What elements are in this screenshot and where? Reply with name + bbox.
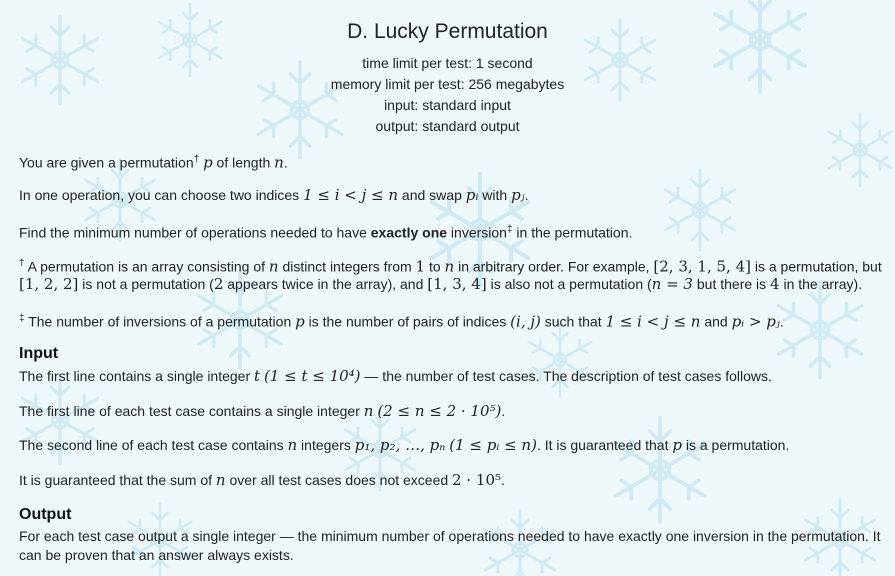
text: integers xyxy=(297,437,355,453)
time-limit: time limit per test: 1 second xyxy=(362,55,533,71)
math-var: pᵢ xyxy=(465,186,479,204)
text: and xyxy=(700,313,732,330)
text: . xyxy=(283,154,288,171)
input-line-1 xyxy=(19,366,883,386)
statement-line-2 xyxy=(19,185,883,205)
output-heading: Output xyxy=(19,506,72,523)
footnote-mark: † xyxy=(19,258,25,269)
math-expr: 1 ≤ i < j ≤ n xyxy=(605,312,701,331)
math-var: pⱼ xyxy=(511,186,525,204)
math-array: [1, 3, 4] xyxy=(427,275,487,293)
math-expr: pᵢ > pⱼ xyxy=(731,312,780,331)
footnote-1-line-2 xyxy=(19,274,883,294)
math-var: p xyxy=(203,153,213,172)
text: It is guaranteed that the sum of xyxy=(19,472,216,488)
text: Find the minimum number of operations needed to have xyxy=(19,224,371,241)
problem-title: D. Lucky Permutation xyxy=(347,20,548,43)
text: with xyxy=(478,187,512,203)
math-var: n xyxy=(274,153,284,172)
text: The first line contains a single integer xyxy=(19,368,255,384)
text: You are given a permutation xyxy=(19,154,194,171)
text: is a permutation. xyxy=(681,437,790,453)
math-expr: 2 · 10⁵ xyxy=(452,471,501,489)
math-var: n xyxy=(268,257,279,276)
math-expr: (i, j) xyxy=(510,312,541,331)
input-line-3 xyxy=(19,435,883,455)
text: in the array). xyxy=(779,276,863,292)
math-var: n xyxy=(444,257,455,276)
math-expr: 1 ≤ i < j ≤ n xyxy=(303,186,399,204)
text: The number of inversions of a permutation xyxy=(24,313,296,330)
text: The second line of each test case contains xyxy=(19,437,288,453)
math-var: p xyxy=(672,436,682,454)
text: . It is guaranteed that xyxy=(536,437,673,453)
bold-text: exactly one xyxy=(370,224,448,241)
text: A permutation is an array consisting of xyxy=(24,258,269,275)
text: is not a permutation ( xyxy=(78,276,214,292)
text: but there is xyxy=(692,276,771,292)
statement-line-3 xyxy=(19,220,883,243)
output-line-2: can be proven that an answer always exists. xyxy=(19,547,294,563)
math-var: t xyxy=(254,367,261,385)
text: to xyxy=(425,258,445,275)
math-expr: p₁, p₂, …, pₙ xyxy=(354,436,446,454)
math-expr: (1 ≤ t ≤ 10⁴) xyxy=(263,367,361,385)
math-var: n xyxy=(363,402,374,420)
text: in arbitrary order. For example, xyxy=(454,258,654,275)
math-var: p xyxy=(295,312,305,331)
math-var: n xyxy=(215,471,226,489)
input-line-4 xyxy=(19,470,883,490)
input-line-2 xyxy=(19,401,883,421)
input-type: input: standard input xyxy=(384,97,511,113)
footnote-mark: † xyxy=(193,154,200,165)
math-expr: (2 ≤ n ≤ 2 · 10⁵) xyxy=(377,402,502,420)
text: . xyxy=(501,472,505,488)
text: appears twice in the array), and xyxy=(223,276,428,292)
math-num: 2 xyxy=(213,275,224,293)
text: . xyxy=(524,187,529,203)
text: is also not a permutation ( xyxy=(486,276,652,292)
footnote-mark: ‡ xyxy=(19,313,25,324)
footnote-mark: ‡ xyxy=(506,224,513,235)
text: . xyxy=(501,403,506,419)
math-var: n xyxy=(287,436,298,454)
text: over all test cases does not exceed xyxy=(225,472,453,488)
math-expr: n = 3 xyxy=(651,275,693,293)
text: inversion xyxy=(447,224,507,241)
text: In one operation, you can choose two indices xyxy=(19,187,304,203)
text: is the number of pairs of indices xyxy=(304,313,511,330)
text: is a permutation, but xyxy=(750,258,882,275)
math-array: [2, 3, 1, 5, 4] xyxy=(653,257,751,276)
statement-line-1 xyxy=(19,150,883,173)
text: distinct integers from xyxy=(278,258,416,275)
footnote-2 xyxy=(19,309,883,332)
math-array: [1, 2, 2] xyxy=(19,275,79,293)
math-num: 4 xyxy=(770,275,780,293)
text: such that xyxy=(540,313,606,330)
text: of length xyxy=(212,154,275,171)
math-expr: (1 ≤ pᵢ ≤ n) xyxy=(449,436,537,454)
input-heading: Input xyxy=(19,345,59,362)
text: — the number of test cases. The description of test cases follows. xyxy=(360,368,772,384)
text: . xyxy=(779,313,784,330)
memory-limit: memory limit per test: 256 megabytes xyxy=(330,76,565,92)
text: The first line of each test case contains a single integer xyxy=(19,403,364,419)
math-num: 1 xyxy=(415,257,426,276)
output-line-1: For each test case output a single integer — the minimum number of operations needed to have exactly one inversion in the permutation. It xyxy=(19,528,881,544)
output-type: output: standard output xyxy=(375,118,520,134)
text: in the permutation. xyxy=(512,224,633,241)
text: and swap xyxy=(398,187,466,203)
